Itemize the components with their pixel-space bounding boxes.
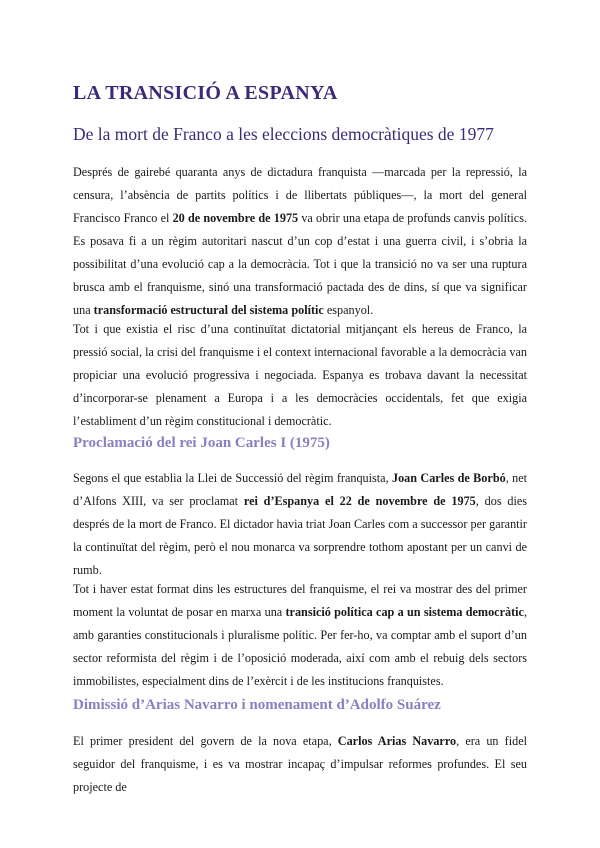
bold-date: 20 de novembre de 1975 <box>172 211 299 225</box>
section-heading-suarez: Dimissió d’Arias Navarro i nomenament d’Adolfo Suárez <box>73 697 441 713</box>
text-run: Segons el que establia la Llei de Successió del règim franquista, <box>73 471 392 485</box>
text-run: , net d’Alfons XIII, va ser proclamat <box>73 471 527 508</box>
bold-phrase: transició política cap a un sistema democràtic <box>285 605 524 619</box>
document-title: LA TRANSICIÓ A ESPANYA <box>73 82 338 104</box>
text-run: , dos dies després de la mort de Franco. El dictador havia triat Joan Carles com a successor per garantir la continuïtat del règim, però el nou monarca va sorprendre tothom apostant per un canvi de rumb. <box>73 494 528 577</box>
text-run: , amb garanties constitucionals i pluralisme polític. Per fer-ho, va comptar amb el suport d’un sector reformista del règim i de l’oposició moderada, així com amb el rebuig dels sectors immobilistes, especialment dins de l’exèrcit i de les institucions franquistes. <box>73 605 527 688</box>
text-run: Després de gairebé quaranta anys de dictadura franquista —marcada per la repressió, la censura, l’absència de partits polítics i de llibertats públiques—, la mort del general Francisco Franco el <box>73 165 527 225</box>
bold-name: Carlos Arias Navarro <box>337 734 457 748</box>
text-run: El primer president del govern de la nova etapa, <box>73 734 338 748</box>
bold-name: Joan Carles de Borbó <box>391 471 506 485</box>
paragraph-proclamation <box>73 467 527 582</box>
paragraph-arias-navarro <box>73 730 527 799</box>
section-heading-proclamation: Proclamació del rei Joan Carles I (1975) <box>73 435 330 451</box>
document-subtitle: De la mort de Franco a les eleccions democràtiques de 1977 <box>73 124 494 144</box>
bold-phrase: transformació estructural del sistema polític <box>93 303 324 317</box>
text-run: , era un fidel seguidor del franquisme, i es va mostrar incapaç d’impulsar reformes profundes. El seu projecte de <box>73 734 528 794</box>
text-run: Tot i haver estat format dins les estructures del franquisme, el rei va mostrar des del primer moment la voluntat de posar en marxa una <box>73 582 527 619</box>
paragraph-context: Tot i que existia el risc d’una continuïtat dictatorial mitjançant els hereus de Franco, la pressió social, la crisi del franquisme i el context internacional favorable a la democràcia van propiciar una evolució progressiva i negociada. Espanya es trobava davant la necessitat d’incorporar-se plenament a Europa i a les democràcies occidentals, fet que exigia l’establiment d’un règim constitucional i democràtic. <box>73 322 527 428</box>
text-run: espanyol. <box>323 303 374 317</box>
paragraph-king-transition <box>73 578 527 693</box>
paragraph-intro <box>73 161 527 322</box>
bold-phrase: rei d’Espanya el 22 de novembre de 1975 <box>243 494 476 508</box>
text-run: va obrir una etapa de profunds canvis polítics. Es posava fi a un règim autoritari nascut d’un cop d’estat i una guerra civil, i s’obria la possibilitat d’una evolució cap a la democràcia. Tot i que la transició no va ser una ruptura brusca amb el franquisme, sinó una transformació pactada des de dins, sí que va significar una <box>73 211 528 317</box>
